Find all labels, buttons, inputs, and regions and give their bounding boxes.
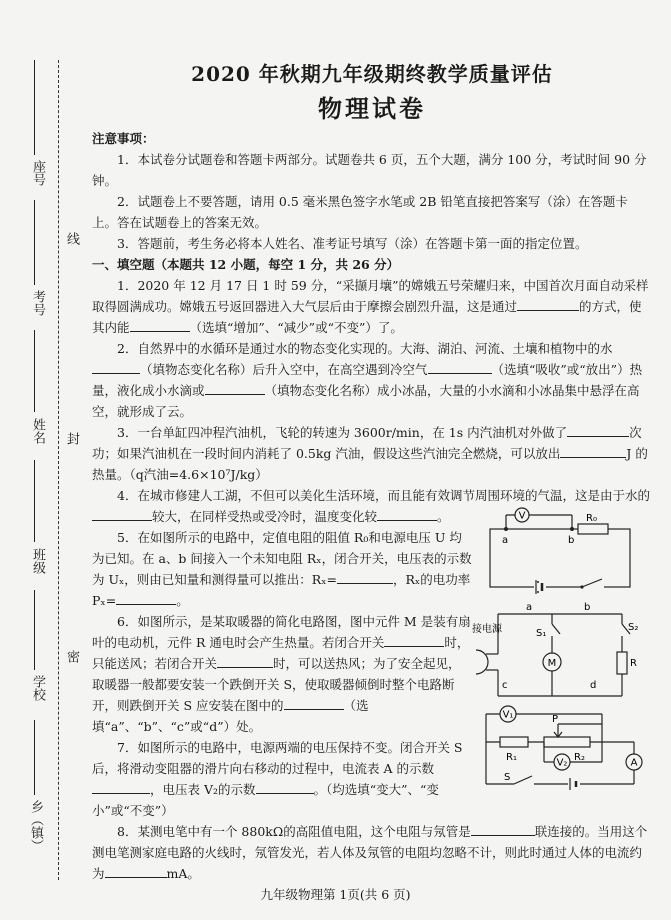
q3-blank-1 — [567, 422, 629, 437]
question-5 — [92, 527, 472, 611]
binding-margin — [0, 0, 80, 920]
fig7-r1-label: R₁ — [506, 752, 517, 763]
q7-text-c: 。（均选填“变大”、“变小”或“不变”） — [92, 782, 439, 818]
question-1 — [92, 275, 652, 338]
exam-no-label: 考号 — [30, 290, 45, 316]
name-label: 姓名 — [30, 418, 45, 444]
fig6-s2-label: S₂ — [628, 622, 639, 633]
question-8 — [92, 821, 652, 884]
fig7-v1-label: V₁ — [502, 709, 514, 721]
q7-blank-2 — [256, 779, 314, 794]
q4-blank-1 — [92, 506, 152, 521]
q7-blank-1 — [92, 779, 150, 794]
q6-heater-circuit-diagram — [472, 600, 644, 702]
seat-line — [34, 60, 35, 155]
q3-text-b: 次功；如果汽油机在一段时间内消耗了 0.5kg 汽油，假设这些汽油完全燃烧，可以放出 — [92, 425, 642, 461]
q7-text-a: 7．如图所示的电路中，电源两端的电压保持不变。闭合开关 S 后，将滑动变阻器的滑片向右移动的过程中，电流表 A 的示数 — [92, 740, 463, 776]
fig6-c-label: c — [502, 680, 508, 691]
seat-label: 座号 — [30, 160, 45, 186]
q2-text-a: 2．自然界中的水循环是通过水的物态变化实现的。大海、湖泊、河流、土壤和植物中的水 — [117, 341, 613, 356]
fig7-r2-label: R₂ — [574, 752, 585, 763]
q4-text-b: 较大，在同样受热或受冷时，温度变化较 — [152, 509, 378, 524]
q2-text-b: （填物态变化名称）后升入空中，在高空遇到冷空气 — [140, 362, 428, 377]
q1-blank-2 — [130, 317, 190, 332]
heater-resistor-icon — [617, 652, 627, 674]
q4-text-a: 4．在城市修建人工湖，不但可以美化生活环境，而且能有效调节周围环境的气温，这是由于水的 — [117, 488, 650, 503]
q2-blank-2 — [428, 359, 492, 374]
q3-text-c: J 的热量。（q汽油=4.6×10⁷J/kg） — [92, 446, 648, 482]
q5-text-b: ，Rₓ的电功率 Pₓ= — [92, 572, 471, 608]
q5-blank-1 — [337, 569, 393, 584]
exam-subject: 物理试卷 — [318, 94, 426, 123]
cut-line — [58, 60, 59, 880]
q1-text-a: 1．2020 年 12 月 17 日 1 时 59 分，“采撷月壤”的嫦娥五号荣耀归来，中国首次月面自动采样取得圆满成功。嫦娥五号返回器进入大气层后由于摩擦会剧烈升温，这是通过 — [92, 278, 649, 314]
q6-blank-3 — [284, 695, 344, 710]
q4-blank-2 — [377, 506, 437, 521]
q5-circuit-diagram — [482, 507, 640, 595]
q2-blank-3 — [205, 380, 265, 395]
note-3: 3．答题前，考生务必将本人姓名、准考证号填写（涂）在答题卡第一面的指定位置。 — [117, 236, 588, 251]
fig7-p-label: P — [552, 714, 559, 725]
fig6-d-label: d — [590, 680, 597, 691]
page-footer: 九年级物理第 1页(共 6 页) — [260, 887, 411, 902]
q7-text-b: ，电压表 V₂的示数 — [150, 782, 256, 797]
seal-mark: 封 — [64, 432, 79, 445]
fig5-v-label: V — [518, 510, 526, 522]
line-mark: 线 — [64, 232, 79, 245]
q2-text-d: （填物态变化名称）成小冰晶，大量的小水滴和小冰晶集中悬浮在高空，就形成了云。 — [92, 383, 640, 419]
q2-text-c: （选填“吸收”或“放出”）热量，液化成小水滴或 — [92, 362, 643, 398]
question-7 — [92, 737, 472, 821]
fig5-r0-label: R₀ — [586, 513, 597, 524]
exam-no-line — [34, 200, 35, 285]
class-line — [34, 460, 35, 542]
q7-rheostat-circuit-diagram — [474, 704, 646, 792]
q6-text-b: 时，只能送风；若闭合开关 — [92, 635, 470, 671]
q6-blank-2 — [217, 653, 273, 668]
q6-text-d: （选填“a”、“b”、“c”或“d”）处。 — [92, 698, 369, 734]
q8-text-b: 联连接的。当用这个测电笔测家庭电路的火线时，氖管发光，若人体及氖管的电阻均忽略不计，则此时通过人体的电流约为 — [92, 824, 648, 881]
q6-text-c: 时，可以送热风；为了安全起见，取暖器一般都要安装一个跌倒开关 S，使取暖器倾倒时整个电路断开，则跌倒开关 S 应安装在图中的 — [92, 656, 461, 713]
class-label: 班级 — [30, 548, 45, 574]
fig7-v2-label: V₂ — [556, 757, 568, 769]
q5-text-a: 5．在如图所示的电路中，定值电阻的阻值 R₀和电源电压 U 均为已知。在 a、b 间接入一个未知电阻 Rₓ，闭合开关，电压表的示数为 Uₓ，则由已知量和测得量可以推出：Rₓ= — [92, 530, 472, 587]
school-label: 学校 — [30, 675, 45, 701]
note-2: 2．试题卷上不要答题，请用 0.5 毫米黑色签字水笔或 2B 铅笔直接把答案写（涂）在答题卡上。答在试题卷上的答案无效。 — [92, 194, 628, 230]
question-2 — [92, 338, 652, 422]
q8-blank-1 — [471, 821, 535, 836]
section-1-heading: 一、填空题（本题共 12 小题，每空 1 分，共 26 分） — [92, 257, 400, 272]
fig6-plug-label: 接电源 — [472, 624, 502, 635]
question-6 — [92, 611, 472, 737]
township-label: 乡（镇） — [28, 800, 43, 852]
township-line — [34, 720, 35, 795]
q6-blank-1 — [384, 632, 444, 647]
school-line — [34, 590, 35, 670]
fig7-s-label: S — [504, 772, 511, 783]
q1-text-c: （选填“增加”、“减少”或“不变”）了。 — [189, 320, 403, 335]
sealed-mark: 密 — [64, 650, 79, 663]
q3-text-a: 3．一台单缸四冲程汽油机，飞轮的转速为 3600r/min，在 1s 内汽油机对外做了 — [117, 425, 568, 440]
resistor-r0-icon — [578, 524, 608, 534]
q6-text-a: 6．如图所示，是某取暖器的简化电路图，图中元件 M 是装有扇叶的电动机，元件 R 通电时会产生热量。若闭合开关 — [92, 614, 471, 650]
rheostat-r2-icon — [544, 737, 590, 747]
q5-text-c: 。 — [176, 593, 189, 608]
q1-text-b: 的方式，使其内能 — [92, 299, 642, 335]
q1-blank-1 — [517, 296, 579, 311]
fig6-m-label: M — [547, 658, 557, 669]
resistor-r1-icon — [500, 737, 528, 747]
q8-text-c: mA。 — [166, 866, 200, 881]
q8-blank-2 — [105, 863, 167, 878]
fig6-a-label: a — [526, 602, 533, 613]
fig5-b-label: b — [568, 535, 575, 546]
q4-text-c: 。 — [437, 509, 450, 524]
q5-blank-2 — [116, 590, 176, 605]
fig6-b-label: b — [584, 602, 591, 613]
fig6-s1-label: S₁ — [536, 628, 547, 639]
q3-blank-2 — [560, 443, 626, 458]
fig5-a-label: a — [502, 535, 509, 546]
exam-title: 2020 年秋期九年级期终教学质量评估 — [191, 62, 553, 86]
q2-blank-1 — [92, 359, 140, 374]
q8-text-a: 8．某测电笔中有一个 880kΩ的高阻值电阻，这个电阻与氖管是 — [117, 824, 471, 839]
fig6-r-label: R — [630, 658, 637, 669]
fig7-a-label: A — [630, 757, 638, 769]
name-line — [34, 330, 35, 412]
question-3 — [92, 422, 652, 485]
note-1: 1．本试卷分试题卷和答题卡两部分。试题卷共 6 页，五个大题，满分 100 分，考试时间 90 分钟。 — [92, 152, 647, 188]
notes-heading: 注意事项： — [92, 131, 155, 146]
